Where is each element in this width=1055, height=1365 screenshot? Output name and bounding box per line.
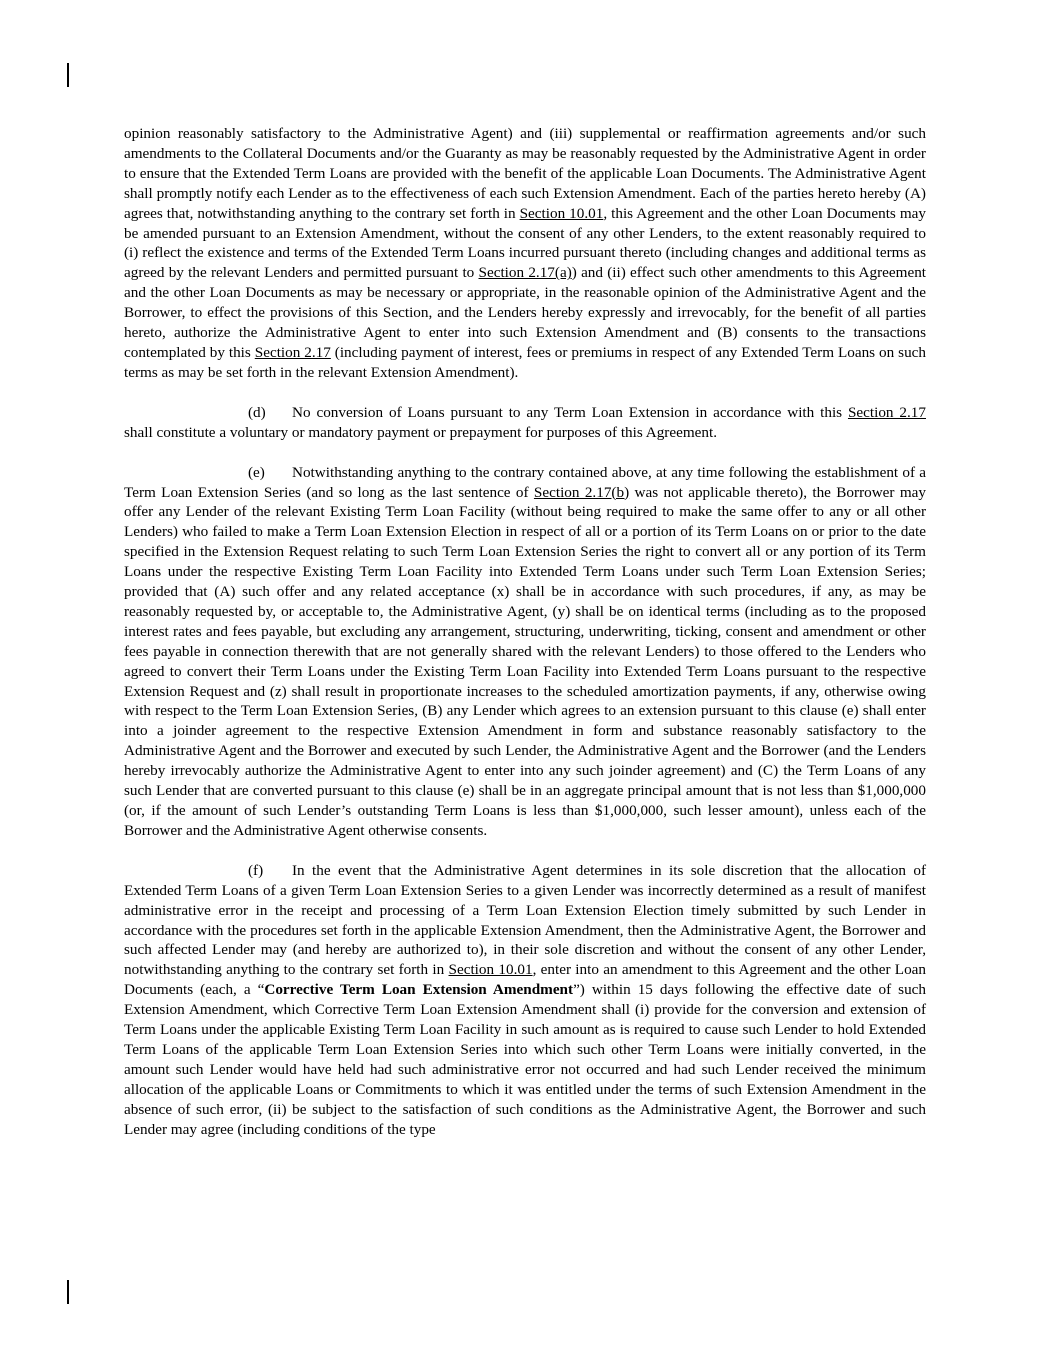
section-reference-2-17: Section 2.17: [847, 403, 926, 421]
section-reference-10-01: Section 10.01: [448, 961, 533, 979]
change-bar-top: [67, 63, 69, 87]
clause-label-f: (f): [248, 861, 264, 879]
text-segment: , this Agreement and the other Loan Documents may be amended pursuant to an Extension Amendment, without the consent of any other Lenders, to the extent reasonably required to (i) reflect the existence and terms of the Extended Term Loans incurred pursuant thereto (including changes and additional terms as agreed by the relevant Lenders and permitted pursuant to: [124, 204, 926, 282]
text-segment: was not applicable thereto), the Borrower may offer any Lender of the relevant Existing Term Loan Facility (without being required to make the same offer to any or all other Lenders) who failed to make a Term Loan Extension Election in respect of all or a portion of its Term Loans on or prior to the date specified in the Extension Request relating to such Term Loan Extension Series the right to convert all or any portion of its Term Loans under the respective Existing Term Loan Facility into Extended Term Loans under such Term Loan Extension Series; provided that (A) such offer and any related acceptance (x) shall be in accordance with such procedures, if any, as may be reasonably requested by, or acceptable to, the Administrative Agent, (y) shall be on identical terms (including as to the proposed interest rates and fees payable, but excluding any arrangement, structuring, underwriting, ticking, consent and amendment or other fees payable in connection therewith that are not generally shared with the relevant Lenders) to those offered to the Lenders who agreed to convert their Term Loans under the Existing Term Loan Facility into Extended Term Loans pursuant to the respective Extension Request and (z) shall result in proportionate increases to the scheduled amortization payments, if any, otherwise owing with respect to the Term Loan Extension Series, (B) any Lender which agrees to an extension pursuant to this clause (e) shall enter into a joinder agreement to the respective Extension Amendment in form and substance reasonably satisfactory to the Administrative Agent and the Borrower and executed by such Lender, the Administrative Agent and the Borrower (and the Lenders hereby irrevocably authorize the Administrative Agent to enter into any such joinder agreement) and (C) the Term Loans of any such Lender that are converted pursuant to this clause (e) shall be in an aggregate principal amount that is not less than $1,000,000 (or, if the amount of such Lender’s outstanding Term Loans is less than $1,000,000, such lesser amount), unless each of the Borrower and the Administrative Agent otherwise consents.: [124, 483, 926, 839]
paragraph-f: [124, 861, 926, 1140]
paragraph-d: [124, 403, 926, 443]
text-segment: ) and (ii) effect such other amendments to this Agreement and the other Loan Documents as may be necessary or appropriate, in the reasonable opinion of the Administrative Agent and the Borrower, to effect the provisions of this Section, and the Lenders hereby expressly and irrevocably, for the benefit of all parties hereto, authorize the Administrative Agent to enter into such Extension Amendment and (B) consents to the transactions contemplated by this: [124, 264, 927, 361]
section-reference-10-01: Section 10.01: [519, 204, 604, 222]
text-segment: ”) within 15 days following the effective date of such Extension Amendment, which Corrective Term Loan Extension Amendment shall (i) provide for the conversion and extension of Term Loans under the applicable Existing Term Loan Facility in such amount as is required to cause such Lender to hold Extended Term Loans of the applicable Term Loan Extension Series into which such other Term Loans were initially converted, in the amount such Lender would have held had such administrative error not occurred and had such Lender received the minimum allocation of the applicable Loans or Commitments to which it was entitled under the terms of such Extension Amendment in the absence of such error, (ii) be subject to the satisfaction of such conditions as the Administrative Agent, the Borrower and such Lender may agree (including conditions of the type: [124, 981, 927, 1138]
document-body: [124, 124, 926, 1140]
text-segment: opinion reasonably satisfactory to the Administrative Agent) and (iii) supplemental or reaffirmation agreements and/or such amendments to the Collateral Documents and/or the Guaranty as may be reasonably requested by the Administrative Agent in order to ensure that the Extended Term Loans are provided with the benefit of the applicable Loan Documents. The Administrative Agent shall promptly notify each Lender as to the effectiveness of each such Extension Amendment. Each of the parties hereto hereby (A) agrees that, notwithstanding anything to the contrary set forth in: [124, 125, 926, 222]
section-reference-2-17-b: Section 2.17(b): [533, 483, 630, 501]
text-segment: shall constitute a voluntary or mandatory payment or prepayment for purposes of this Agreement.: [124, 423, 718, 441]
paragraph-c-continued: [124, 124, 926, 383]
text-segment: Notwithstanding anything to the contrary contained above, at any time following the establishment of a Term Loan Extension Series (and so long as the last sentence of: [124, 463, 926, 501]
text-segment: (including payment of interest, fees or premiums in respect of any Extended Term Loans on such terms as may be set forth in the relevant Extension Amendment).: [124, 343, 926, 381]
text-segment: , enter into an amendment to this Agreement and the other Loan Documents (each, a “: [124, 961, 927, 999]
defined-term: Corrective Term Loan Extension Amendment: [264, 981, 574, 999]
change-bar-bottom: [67, 1280, 69, 1304]
clause-label-e: (e): [248, 463, 265, 481]
clause-label-d: (d): [248, 403, 266, 421]
text-segment: In the event that the Administrative Agent determines in its sole discretion that the allocation of Extended Term Loans of a given Term Loan Extension Series to a given Lender was incorrectly determined as a result of manifest administrative error in the receipt and processing of a Term Loan Extension Election timely submitted by such Lender in accordance with the procedures set forth in the applicable Extension Amendment, then the Administrative Agent, the Borrower and such affected Lender may (and hereby are authorized to), in their sole discretion and without the consent of any other Lender, notwithstanding anything to the contrary set forth in: [124, 861, 926, 979]
section-reference-2-17-a: Section 2.17(a): [478, 264, 572, 282]
section-reference-2-17: Section 2.17: [254, 343, 331, 361]
text-segment: No conversion of Loans pursuant to any Term Loan Extension in accordance with this: [292, 403, 848, 421]
paragraph-e: [124, 463, 926, 841]
